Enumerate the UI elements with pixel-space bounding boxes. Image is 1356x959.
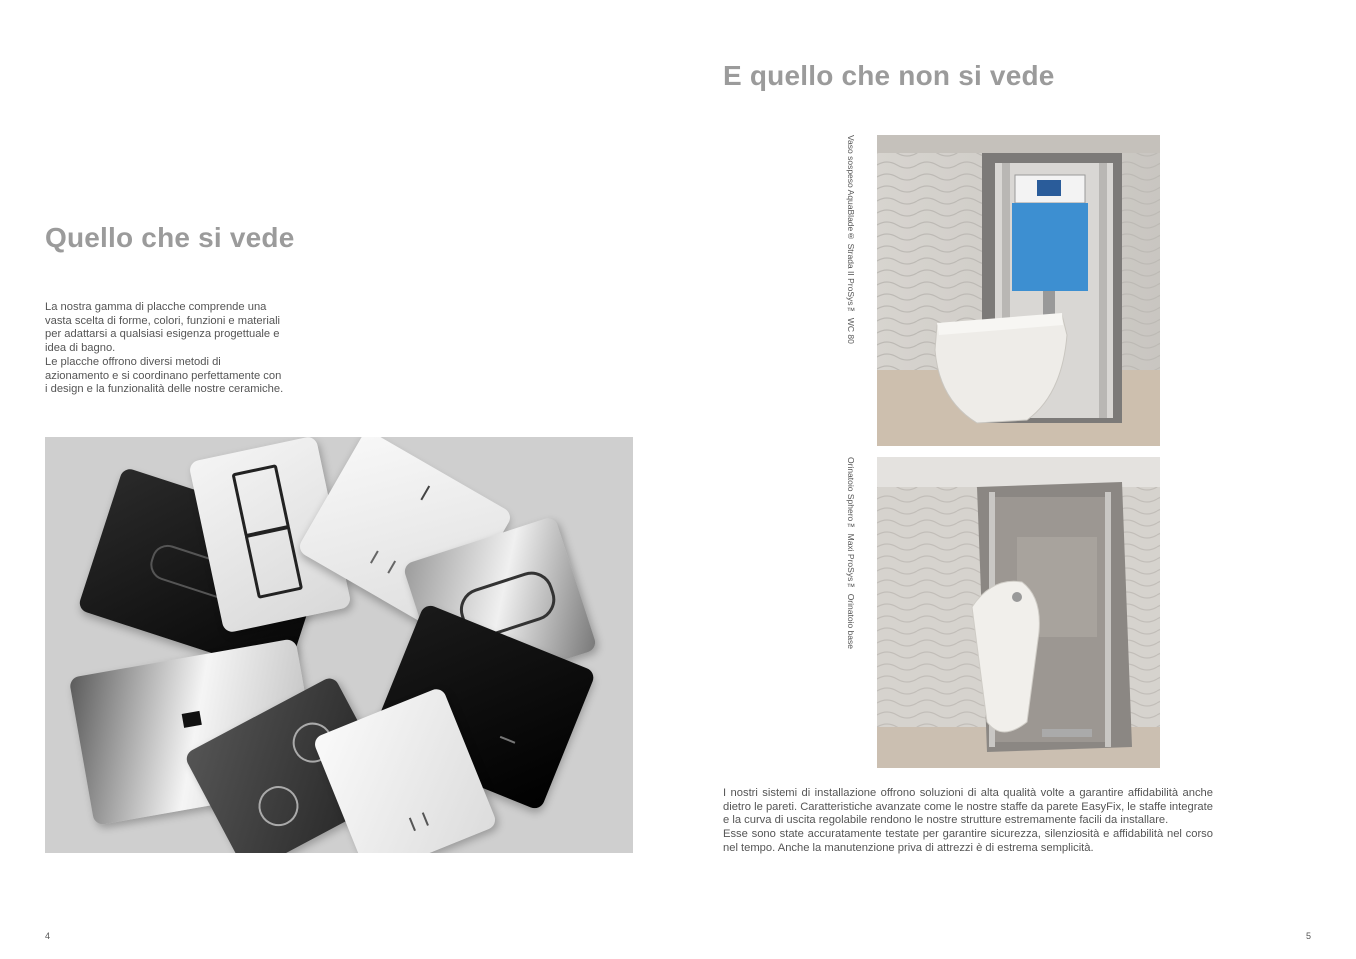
photo-caption-urinal: Orinatoio Sphero™ Maxi ProSys™ Orinatoio base: [846, 457, 856, 649]
urinal-photo: [877, 457, 1160, 768]
page-number-right: 5: [1306, 931, 1312, 941]
photo-caption-wc: Vaso sospeso AquaBlade® Strada II ProSys™ WC 80: [846, 135, 856, 344]
intro-paragraph-1: La nostra gamma di placche comprende una vasta scelta di forme, colori, funzioni e materiali per adattarsi a qualsiasi esigenza progettuale e idea di bagno.: [45, 301, 281, 355]
body-paragraph-2: Esse sono state accuratamente testate per garantire sicurezza, silenziosità e affidabilità nel corso nel tempo. Anche la manutenzione priva di attrezzi è di estrema semplicità.: [723, 828, 1213, 854]
right-page-body: [723, 787, 1213, 856]
left-page-intro: [45, 301, 285, 397]
page-number-left: 4: [45, 931, 51, 941]
urinal-installation-illustration: [877, 457, 1160, 768]
body-paragraph-1: I nostri sistemi di installazione offrono soluzioni di alta qualità volte a garantire affidabilità anche dietro le pareti. Caratteristiche avanzate come le nostre staffe da parete EasyFix, le staffe integrate e la curva di uscita regolabile rendono le nostre strutture estremamente facili da installare.: [723, 787, 1213, 827]
wall-hung-wc-photo: [877, 135, 1160, 446]
right-page-heading: E quello che non si vede: [723, 60, 1055, 91]
left-page-heading: Quello che si vede: [45, 222, 295, 253]
flush-plates-photo: [45, 437, 633, 853]
right-page: [678, 0, 1356, 959]
intro-paragraph-2: Le placche offrono diversi metodi di azionamento e si coordinano perfettamente con i design e la funzionalità delle nostre ceramiche.: [45, 355, 284, 396]
wc-installation-illustration: [877, 135, 1160, 446]
